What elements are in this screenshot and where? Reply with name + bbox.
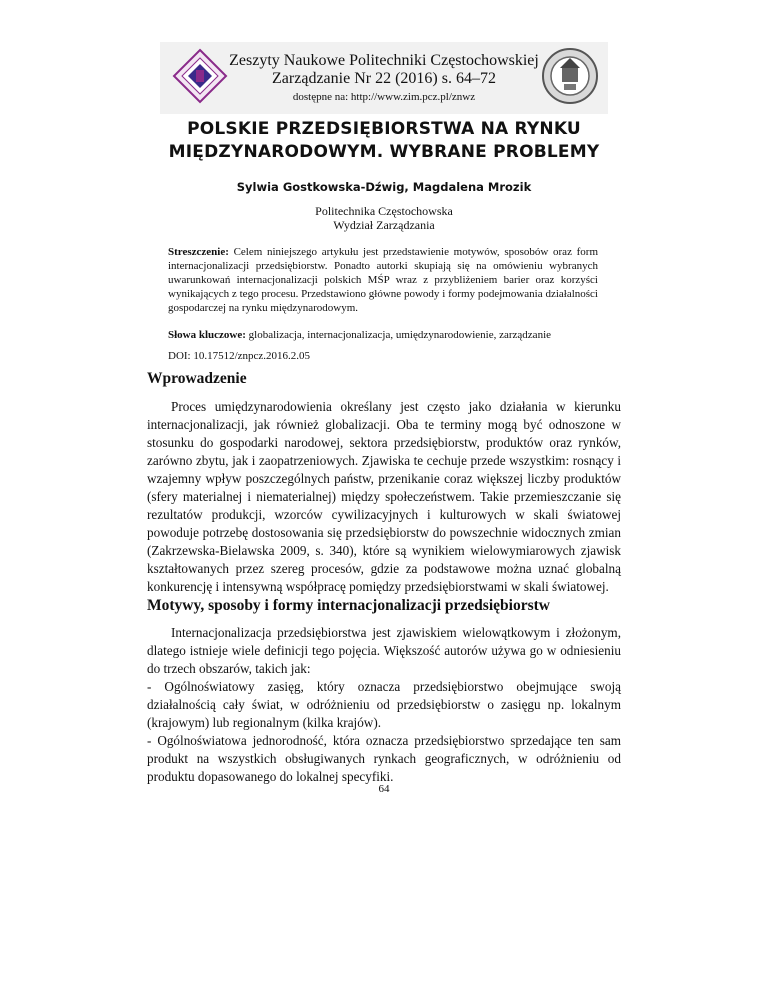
motives-text xyxy=(147,624,621,786)
page-number: 64 xyxy=(378,783,390,795)
keywords-text: globalizacja, internacjonalizacja, umiędzynarodowienie, zarządzanie xyxy=(248,329,552,341)
section-heading-motives: Motywy, sposoby i formy internacjonalizacji przedsiębiorstw xyxy=(147,597,550,614)
journal-issue: Zarządzanie Nr 22 (2016) s. 64–72 xyxy=(272,70,496,87)
faculty-logo-icon xyxy=(170,46,230,106)
section-heading-introduction: Wprowadzenie xyxy=(147,370,247,387)
title-line-2: MIĘDZYNARODOWYM. WYBRANE PROBLEMY xyxy=(168,142,600,162)
introduction-paragraph: Proces umiędzynarodowienia określany jest często jako działania w kierunku internacjonalizacji, jak również globalizacji. Oba te terminy mogą być odnoszone w stosunku do gospodarki narodowej, sektora przedsiębiorstw, produktów oraz rynków, zarówno zbytu, jak i zaopatrzeniowych. Zjawiska te cechuje przede wszystkim: rosnący i wzajemny wpływ poszczególnych państw, przenikanie coraz większej liczby produktów (sfery materialnej i niematerialnej) między społeczeństwem. Takie przemieszczanie się rezultatów produkcji, wzorców cywilizacyjnych i kulturowych w skali światowej powoduje potrzebę dostosowania się przedsiębiorstw do powszechnie widocznych zmian (Zakrzewska-Bielawska 2009, s. 340), które są wynikiem wielowymiarowych zjawisk kształtowanych przez szereg procesów, gdzie za podstawowe można uznać globalną konkurencję i intensywną współpracę pomiędzy przedsiębiorstwami w skali światowej. xyxy=(147,399,621,594)
affiliation xyxy=(150,204,618,232)
motives-list-item: - Ogólnoświatowa jednorodność, która oznacza przedsiębiorstwo sprzedające ten sam produkt na wszystkich obsługiwanych rynkach geograficznych, w odróżnieniu od produktu dopasowanego do lokalnej specyfiki. xyxy=(147,733,621,784)
affiliation-faculty: Wydział Zarządzania xyxy=(333,218,435,232)
motives-list-item: - Ogólnoświatowy zasięg, który oznacza przedsiębiorstwo obejmujące swoją działalnością cały świat, w odróżnieniu od przedsiębiorstw o zasięgu np. lokalnym (krajowym) lub regionalnym (kilka krajów). xyxy=(147,679,621,730)
affiliation-university: Politechnika Częstochowska xyxy=(315,204,453,218)
abstract-label: Streszczenie: xyxy=(168,246,229,258)
keywords-label: Słowa kluczowe: xyxy=(168,329,246,341)
doi: DOI: 10.17512/znpcz.2016.2.05 xyxy=(168,350,311,362)
authors: Sylwia Gostkowska-Dźwig, Magdalena Mrozik xyxy=(236,180,532,194)
title-line-1: POLSKIE PRZEDSIĘBIORSTWA NA RYNKU xyxy=(187,119,581,139)
journal-name: Zeszyty Naukowe Politechniki Częstochowskiej xyxy=(229,52,539,69)
abstract xyxy=(168,245,598,315)
keywords xyxy=(168,328,598,342)
introduction-text xyxy=(147,398,621,596)
journal-url: dostępne na: http://www.zim.pcz.pl/znwz xyxy=(292,91,476,103)
article-title xyxy=(150,118,618,164)
motives-paragraph: Internacjonalizacja przedsiębiorstwa jest zjawiskiem wielowątkowym i złożonym, dlatego istnieje wiele definicji tego pojęcia. Większość autorów używa go w odniesieniu do trzech obszarów, takich jak: xyxy=(147,625,621,676)
university-emblem-icon xyxy=(540,46,600,106)
abstract-text: Celem niniejszego artykułu jest przedstawienie motywów, sposobów oraz form internacjonalizacji przedsiębiorstw. Ponadto autorki skupiają się na omówieniu wybranych uwarunkowań internacjonalizacji polskich MŚP wraz z przybliżeniem barier oraz korzyści wynikających z tego procesu. Przedstawiono główne powody i formy podejmowania działalności gospodarczej na rynku międzynarodowym. xyxy=(168,246,598,314)
